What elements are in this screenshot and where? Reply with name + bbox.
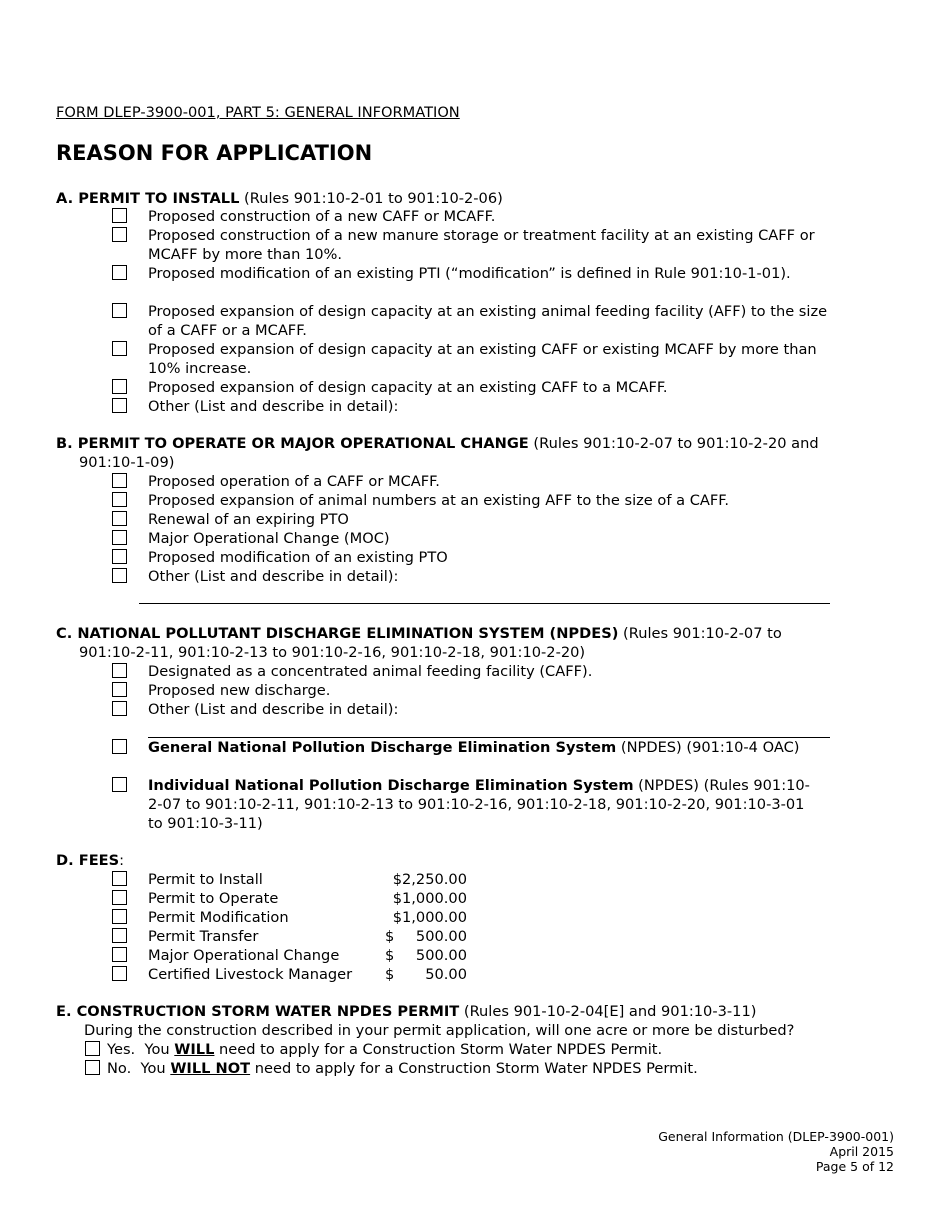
no-suffix: need to apply for a Construction Storm Water NPDES Permit. (250, 1060, 698, 1077)
section-c-rules: (Rules 901:10-2-07 to (618, 625, 782, 642)
checkbox[interactable] (112, 966, 127, 981)
fee-label: Major Operational Change (148, 947, 340, 964)
section-b-other-line[interactable] (139, 603, 830, 604)
fee-label: Permit Modification (148, 909, 289, 926)
individual-npdes-rest: (NPDES) (Rules 901:10-2-07 to 901:10-2-11, 901:10-2-13 to 901:10-2-16, 901:10-2-18, 901:10-2-20, 901:10-3-01 to 901:10-3-11) (148, 777, 810, 832)
section-a-title: A. PERMIT TO INSTALL (56, 190, 240, 207)
item-label: Proposed expansion of animal numbers at an existing AFF to the size of a CAFF. (148, 492, 729, 509)
item-label: Renewal of an expiring PTO (148, 511, 349, 528)
item-label: Other (List and describe in detail): (148, 398, 399, 415)
item-label: Other (List and describe in detail): (148, 701, 399, 718)
stormwater-no-label (107, 1059, 787, 1078)
general-npdes-rest: (NPDES) (901:10-4 OAC) (616, 739, 800, 756)
checkbox[interactable] (112, 511, 127, 526)
item-label: Proposed expansion of design capacity at an existing CAFF to a MCAFF. (148, 379, 668, 396)
section-d-heading (56, 851, 124, 870)
checkbox[interactable] (112, 549, 127, 564)
item-label: Major Operational Change (MOC) (148, 530, 390, 547)
yes-emphasis: WILL (174, 1041, 215, 1058)
checkbox[interactable] (112, 777, 127, 792)
checkbox[interactable] (112, 227, 127, 242)
item-label: Other (List and describe in detail): (148, 568, 399, 585)
checkbox[interactable] (112, 871, 127, 886)
checkbox[interactable] (112, 890, 127, 905)
fee-value: 500.00 (415, 947, 467, 964)
fee-label: Permit Transfer (148, 928, 259, 945)
checkbox[interactable] (85, 1041, 100, 1056)
checkbox[interactable] (112, 568, 127, 583)
item-label: Proposed modification of an existing PTI (“modification” is defined in Rule 901:10-1-01). (148, 265, 791, 282)
footer (658, 1129, 894, 1174)
fee-label: Certified Livestock Manager (148, 966, 353, 983)
checkbox[interactable] (112, 265, 127, 280)
fee-currency: $ (385, 928, 395, 945)
item-label: Proposed construction of a new manure storage or treatment facility at an existing CAFF or MCAFF by more than 10%. (148, 227, 815, 263)
section-a-rules: (Rules 901:10-2-01 to 901:10-2-06) (239, 190, 503, 207)
fee-value: $2,250.00 (392, 871, 467, 888)
checkbox[interactable] (112, 663, 127, 678)
section-b-rules-cont: 901:10-1-09) (79, 454, 175, 471)
footer-page-number: Page 5 of 12 (815, 1159, 894, 1174)
fee-value: 50.00 (425, 966, 467, 983)
checkbox[interactable] (112, 909, 127, 924)
fee-value: $1,000.00 (392, 909, 467, 926)
item-label: Proposed modification of an existing PTO (148, 549, 448, 566)
checkbox[interactable] (112, 530, 127, 545)
checkbox[interactable] (112, 739, 127, 754)
section-d-title: D. FEES (56, 852, 120, 869)
no-emphasis: WILL NOT (170, 1060, 251, 1077)
section-a-heading (56, 189, 503, 208)
item-label: Designated as a concentrated animal feeding facility (CAFF). (148, 663, 593, 680)
checkbox[interactable] (112, 379, 127, 394)
fee-label: Permit to Install (148, 871, 263, 888)
section-d-colon: : (119, 852, 125, 869)
section-e-title: E. CONSTRUCTION STORM WATER NPDES PERMIT (56, 1003, 460, 1020)
section-e-heading (56, 1002, 756, 1021)
section-b-heading (56, 434, 819, 453)
checkbox[interactable] (112, 341, 127, 356)
section-c-heading (56, 624, 782, 643)
individual-npdes-label (148, 776, 820, 833)
item-label: Proposed expansion of design capacity at an existing animal feeding facility (AFF) to the size of a CAFF or a MCAFF. (148, 303, 828, 339)
checkbox[interactable] (112, 473, 127, 488)
item-label: Proposed new discharge. (148, 682, 331, 699)
fee-currency: $ (385, 947, 395, 964)
section-c-title: C. NATIONAL POLLUTANT DISCHARGE ELIMINATION SYSTEM (NPDES) (56, 625, 619, 642)
fee-currency: $ (385, 966, 395, 983)
item-label: Proposed expansion of design capacity at an existing CAFF or existing MCAFF by more than 10% increase. (148, 341, 817, 377)
section-e-rules: (Rules 901-10-2-04[E] and 901:10-3-11) (459, 1003, 757, 1020)
checkbox[interactable] (112, 398, 127, 413)
footer-form-name: General Information (DLEP-3900-001) (658, 1129, 894, 1144)
section-e-question: During the construction described in your permit application, will one acre or more be disturbed? (84, 1022, 795, 1039)
general-npdes-bold: General National Pollution Discharge Elimination System (148, 739, 617, 756)
individual-npdes-bold: Individual National Pollution Discharge Elimination System (148, 777, 634, 794)
no-prefix: No. You (107, 1060, 171, 1077)
section-b-title: B. PERMIT TO OPERATE OR MAJOR OPERATIONAL CHANGE (56, 435, 529, 452)
fee-value: 500.00 (415, 928, 467, 945)
checkbox[interactable] (112, 928, 127, 943)
checkbox[interactable] (112, 303, 127, 318)
footer-date: April 2015 (829, 1144, 894, 1159)
yes-prefix: Yes. You (107, 1041, 175, 1058)
general-npdes-label (148, 738, 808, 757)
fee-value: $1,000.00 (392, 890, 467, 907)
checkbox[interactable] (112, 947, 127, 962)
fee-label: Permit to Operate (148, 890, 279, 907)
checkbox[interactable] (112, 208, 127, 223)
item-label: Proposed construction of a new CAFF or MCAFF. (148, 208, 496, 225)
stormwater-yes-label (107, 1040, 787, 1059)
section-b-rules: (Rules 901:10-2-07 to 901:10-2-20 and (528, 435, 819, 452)
form-reference: FORM DLEP-3900-001, PART 5: GENERAL INFORMATION (56, 104, 460, 121)
checkbox[interactable] (112, 701, 127, 716)
checkbox[interactable] (112, 682, 127, 697)
yes-suffix: need to apply for a Construction Storm Water NPDES Permit. (214, 1041, 663, 1058)
item-label: Proposed operation of a CAFF or MCAFF. (148, 473, 440, 490)
section-c-rules-cont: 901:10-2-11, 901:10-2-13 to 901:10-2-16, 901:10-2-18, 901:10-2-20) (79, 644, 586, 661)
checkbox[interactable] (112, 492, 127, 507)
checkbox[interactable] (85, 1060, 100, 1075)
page-title: REASON FOR APPLICATION (56, 141, 373, 165)
